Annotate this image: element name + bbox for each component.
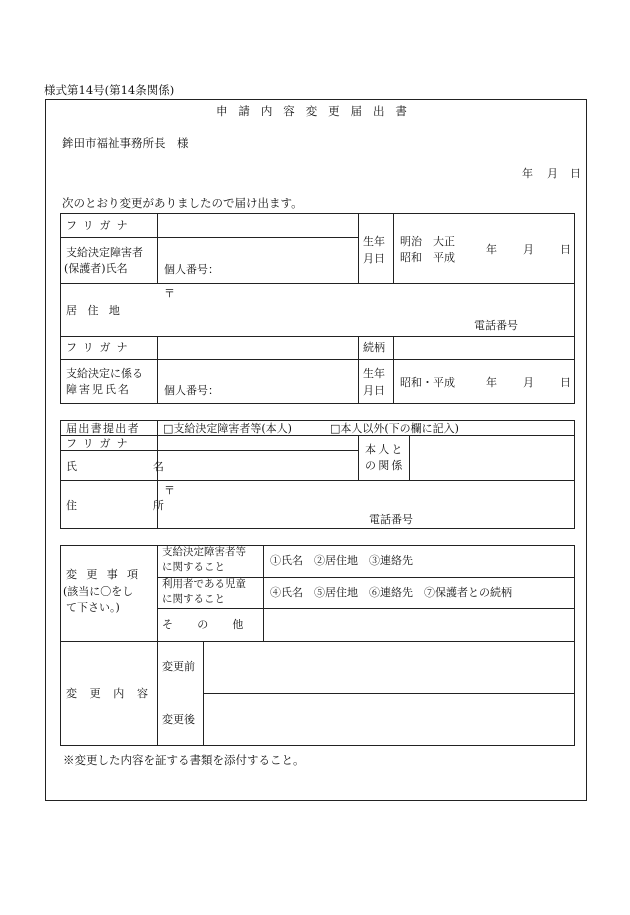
- after-label: 変更後: [162, 713, 195, 726]
- relation-to-self-2: の関係: [365, 459, 405, 472]
- change-items-label-2: (該当に〇をし: [63, 585, 134, 598]
- intro-text: 次のとおり変更がありましたので届け出ます。: [62, 196, 303, 210]
- submitter-option-other[interactable]: □本人以外(下の欄に記入): [330, 422, 459, 435]
- date-year: 年: [522, 167, 533, 180]
- submitter-address-label: 住所: [66, 499, 240, 512]
- child-name-label-2: 障害児氏名: [66, 383, 131, 396]
- birth-label-2: 月日: [363, 252, 385, 265]
- submitter-option-self[interactable]: □支給決定障害者等(本人): [163, 422, 292, 435]
- category-1-options[interactable]: ①氏名 ②居住地 ③連絡先: [270, 554, 413, 567]
- child-era: 昭和・平成: [400, 376, 455, 389]
- form-title: 申請内容変更届出書: [216, 104, 418, 118]
- recipient-name-label-2: (保護者)氏名: [64, 262, 128, 275]
- submitter-postal-mark: 〒: [164, 484, 175, 497]
- address-label: 居住地: [66, 304, 131, 317]
- addressee: 鉾田市福祉事務所長 様: [62, 136, 189, 150]
- submitter-label: 届出書提出者: [66, 422, 140, 435]
- category-2-options[interactable]: ④氏名 ⑤居住地 ⑥連絡先 ⑦保護者との続柄: [270, 586, 512, 599]
- category-1-line-2: に関すること: [162, 561, 225, 573]
- submitter-furigana-label: フリガナ: [66, 437, 134, 450]
- change-items-label-3: て下さい。): [66, 601, 120, 614]
- relation-label: 続柄: [363, 341, 385, 354]
- era-showa: 昭和: [400, 251, 422, 264]
- category-1-line-1: 支給決定障害者等: [162, 546, 246, 558]
- era-taisho: 大正: [433, 235, 455, 248]
- era-heisei: 平成: [433, 251, 455, 264]
- submitter-phone-label: 電話番号: [369, 513, 413, 526]
- date-month: 月: [547, 167, 558, 180]
- individual-number-label: 個人番号：: [164, 263, 219, 276]
- child-birth-label-1: 生年: [363, 367, 385, 380]
- individual-number-label-2: 個人番号：: [164, 384, 219, 397]
- birth-day: 日: [560, 243, 571, 256]
- birth-month: 月: [523, 243, 534, 256]
- change-content-label: 変更内容: [66, 687, 161, 700]
- child-birth-day: 日: [560, 376, 571, 389]
- child-birth-month: 月: [523, 376, 534, 389]
- category-2-line-2: に関すること: [162, 593, 225, 605]
- attachment-note: ※変更した内容を証する書類を添付すること。: [63, 753, 305, 767]
- change-items-label-1: 変更事項: [66, 568, 148, 581]
- child-birth-label-2: 月日: [363, 384, 385, 397]
- submitter-name-label-1: 氏名: [66, 460, 240, 473]
- date-day: 日: [570, 167, 581, 180]
- furigana-label: フリガナ: [66, 219, 134, 232]
- child-birth-year: 年: [486, 376, 497, 389]
- era-meiji: 明治: [400, 235, 422, 248]
- before-label: 変更前: [162, 660, 195, 673]
- other-label: その他: [162, 618, 268, 631]
- postal-mark: 〒: [164, 287, 175, 300]
- recipient-name-label-1: 支給決定障害者: [66, 246, 143, 259]
- phone-label: 電話番号: [474, 319, 518, 332]
- birth-year: 年: [486, 243, 497, 256]
- form-id: 様式第14号(第14条関係): [44, 83, 175, 97]
- furigana-label-2: フリガナ: [66, 341, 134, 354]
- category-2-line-1: 利用者である児童: [162, 578, 246, 590]
- relation-to-self-1: 本人と: [365, 443, 405, 456]
- child-name-label-1: 支給決定に係る: [66, 367, 143, 380]
- birth-label-1: 生年: [363, 235, 385, 248]
